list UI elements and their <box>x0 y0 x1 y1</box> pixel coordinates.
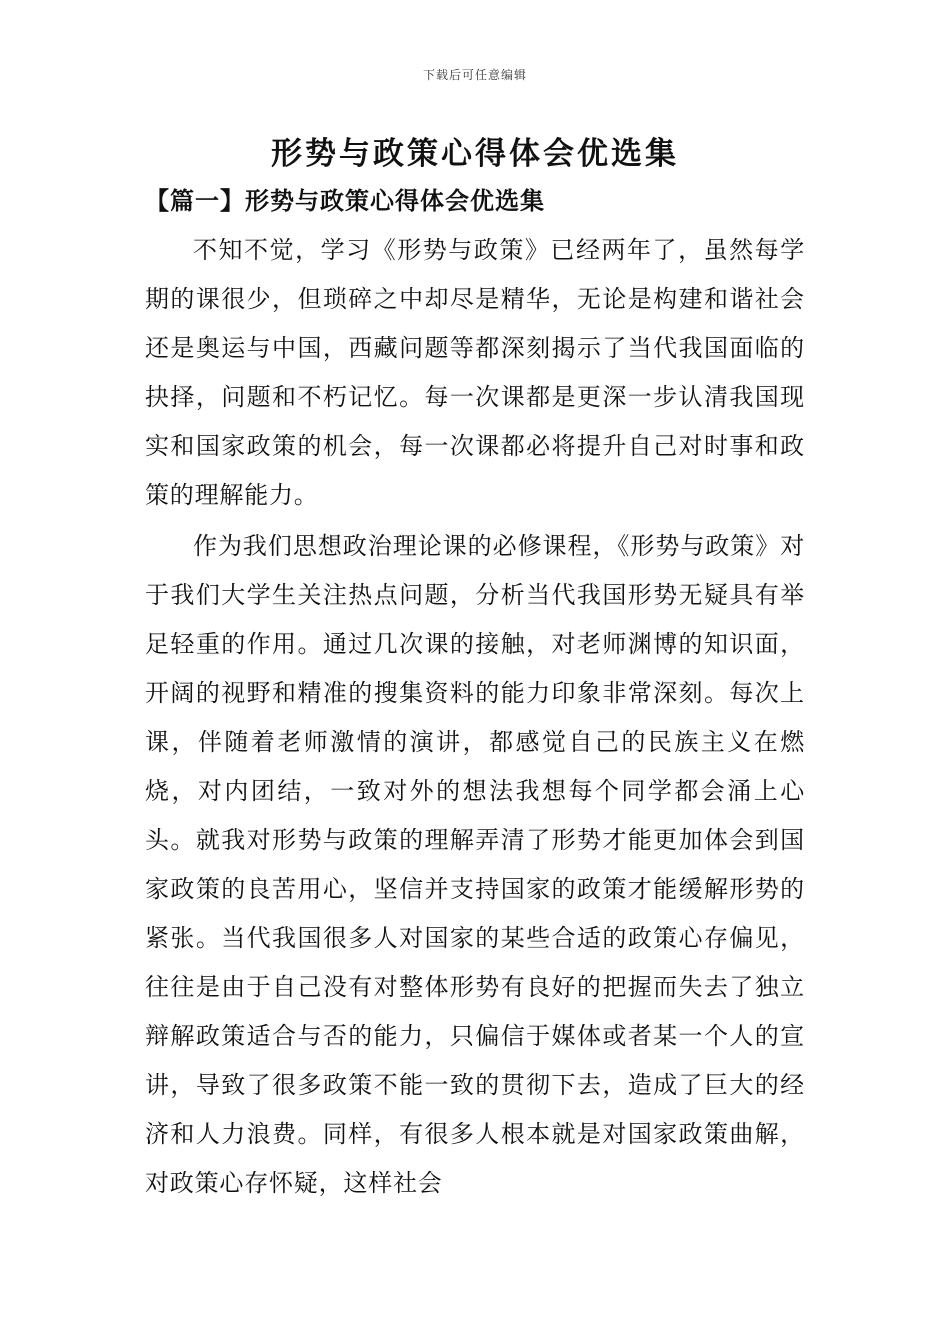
document-body <box>145 226 805 1210</box>
document-title: 形势与政策心得体会优选集 <box>271 136 679 172</box>
paragraph: 作为我们思想政治理论课的必修课程，《形势与政策》对于我们大学生关注热点问题，分析当代我国形势无疑具有举足轻重的作用。通过几次课的接触，对老师渊博的知识面，开阔的视野和精准的搜集资料的能力印象非常深刻。每次上课，伴随着老师激情的演讲，都感觉自己的民族主义在燃烧，对内团结，一致对外的想法我想每个同学都会涌上心头。就我对形势与政策的理解弄清了形势才能更加体会到国家政策的良苦用心，坚信并支持国家的政策才能缓解形势的紧张。当代我国很多人对国家的某些合适的政策心存偏见，往往是由于自己没有对整体形势有良好的把握而失去了独立辩解政策适合与否的能力，只偏信于媒体或者某一个人的宣讲，导致了很多政策不能一致的贯彻下去，造成了巨大的经济和人力浪费。同样，有很多人根本就是对国家政策曲解，对政策心存怀疑，这样社会 <box>145 532 805 1197</box>
header-note: 下载后可任意编辑 <box>422 68 527 82</box>
section-heading: 【篇一】形势与政策心得体会优选集 <box>145 186 545 215</box>
paragraph: 不知不觉，学习《形势与政策》已经两年了，虽然每学期的课很少，但琐碎之中却尽是精华，无论是构建和谐社会还是奥运与中国，西藏问题等都深刻揭示了当代我国面临的抉择，问题和不朽记忆。每一次课都是更深一步认清我国现实和国家政策的机会，每一次课都必将提升自己对时事和政策的理解能力。 <box>145 236 805 509</box>
